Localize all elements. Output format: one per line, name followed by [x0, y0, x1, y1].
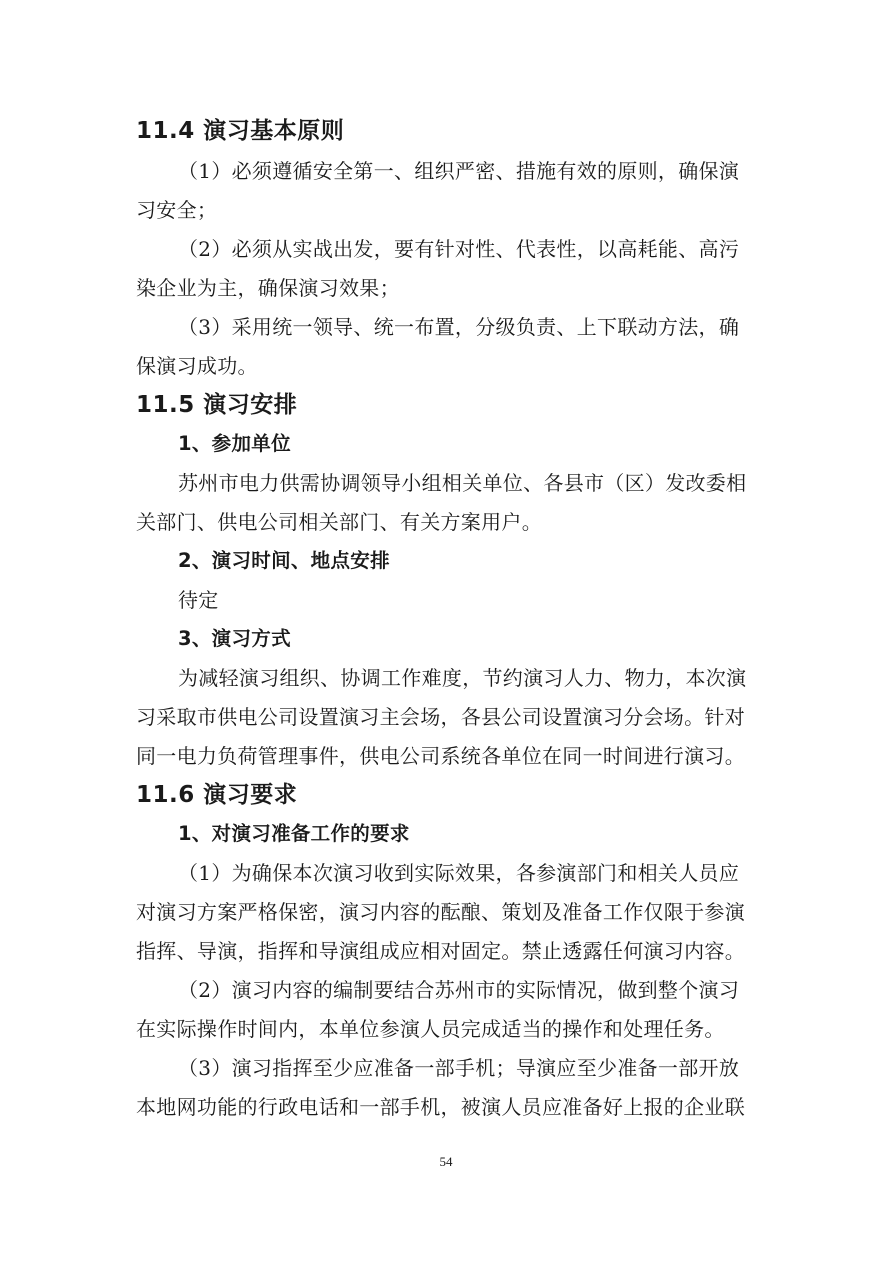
page-number: 54: [439, 1154, 453, 1169]
paragraph-line: （1）必须遵循安全第一、组织严密、措施有效的原则，确保演: [178, 159, 740, 183]
paragraph-line: 同一电力负荷管理事件，供电公司系统各单位在同一时间进行演习。: [136, 744, 745, 768]
paragraph-line: 关部门、供电公司相关部门、有关方案用户。: [136, 510, 542, 534]
paragraph-line: 染企业为主，确保演习效果；: [136, 276, 400, 300]
section-heading-11-6: 11.6 演习要求: [136, 782, 298, 808]
subsection-title: 3、演习方式: [178, 627, 291, 650]
paragraph-line: 对演习方案严格保密，演习内容的酝酿、策划及准备工作仅限于参演: [136, 900, 745, 924]
paragraph-line: 习采取市供电公司设置演习主会场，各县公司设置演习分会场。针对: [136, 705, 745, 729]
paragraph-line: 保演习成功。: [136, 354, 258, 378]
subsection-title: 2、演习时间、地点安排: [178, 549, 390, 572]
paragraph-line: 本地网功能的行政电话和一部手机，被演人员应准备好上报的企业联: [136, 1095, 745, 1119]
section-heading-11-4: 11.4 演习基本原则: [136, 118, 345, 144]
subsection-title: 1、对演习准备工作的要求: [178, 822, 410, 845]
paragraph-line: （3）采用统一领导、统一布置，分级负责、上下联动方法，确: [178, 315, 740, 339]
paragraph-line: （3）演习指挥至少应准备一部手机；导演应至少准备一部开放: [178, 1056, 740, 1080]
subsection-title: 1、参加单位: [178, 432, 291, 455]
paragraph-line: 指挥、导演，指挥和导演组成应相对固定。禁止透露任何演习内容。: [136, 939, 745, 963]
paragraph-line: 待定: [178, 588, 219, 612]
paragraph-line: 为减轻演习组织、协调工作难度，节约演习人力、物力，本次演: [178, 666, 747, 690]
paragraph-line: （2）演习内容的编制要结合苏州市的实际情况，做到整个演习: [178, 978, 740, 1002]
paragraph-line: 习安全；: [136, 198, 218, 222]
paragraph-line: （1）为确保本次演习收到实际效果，各参演部门和相关人员应: [178, 861, 740, 885]
paragraph-line: 苏州市电力供需协调领导小组相关单位、各县市（区）发改委相: [178, 471, 747, 495]
section-heading-11-5: 11.5 演习安排: [136, 392, 298, 418]
paragraph-line: 在实际操作时间内，本单位参演人员完成适当的操作和处理任务。: [136, 1017, 725, 1041]
paragraph-line: （2）必须从实战出发，要有针对性、代表性，以高耗能、高污: [178, 237, 740, 261]
